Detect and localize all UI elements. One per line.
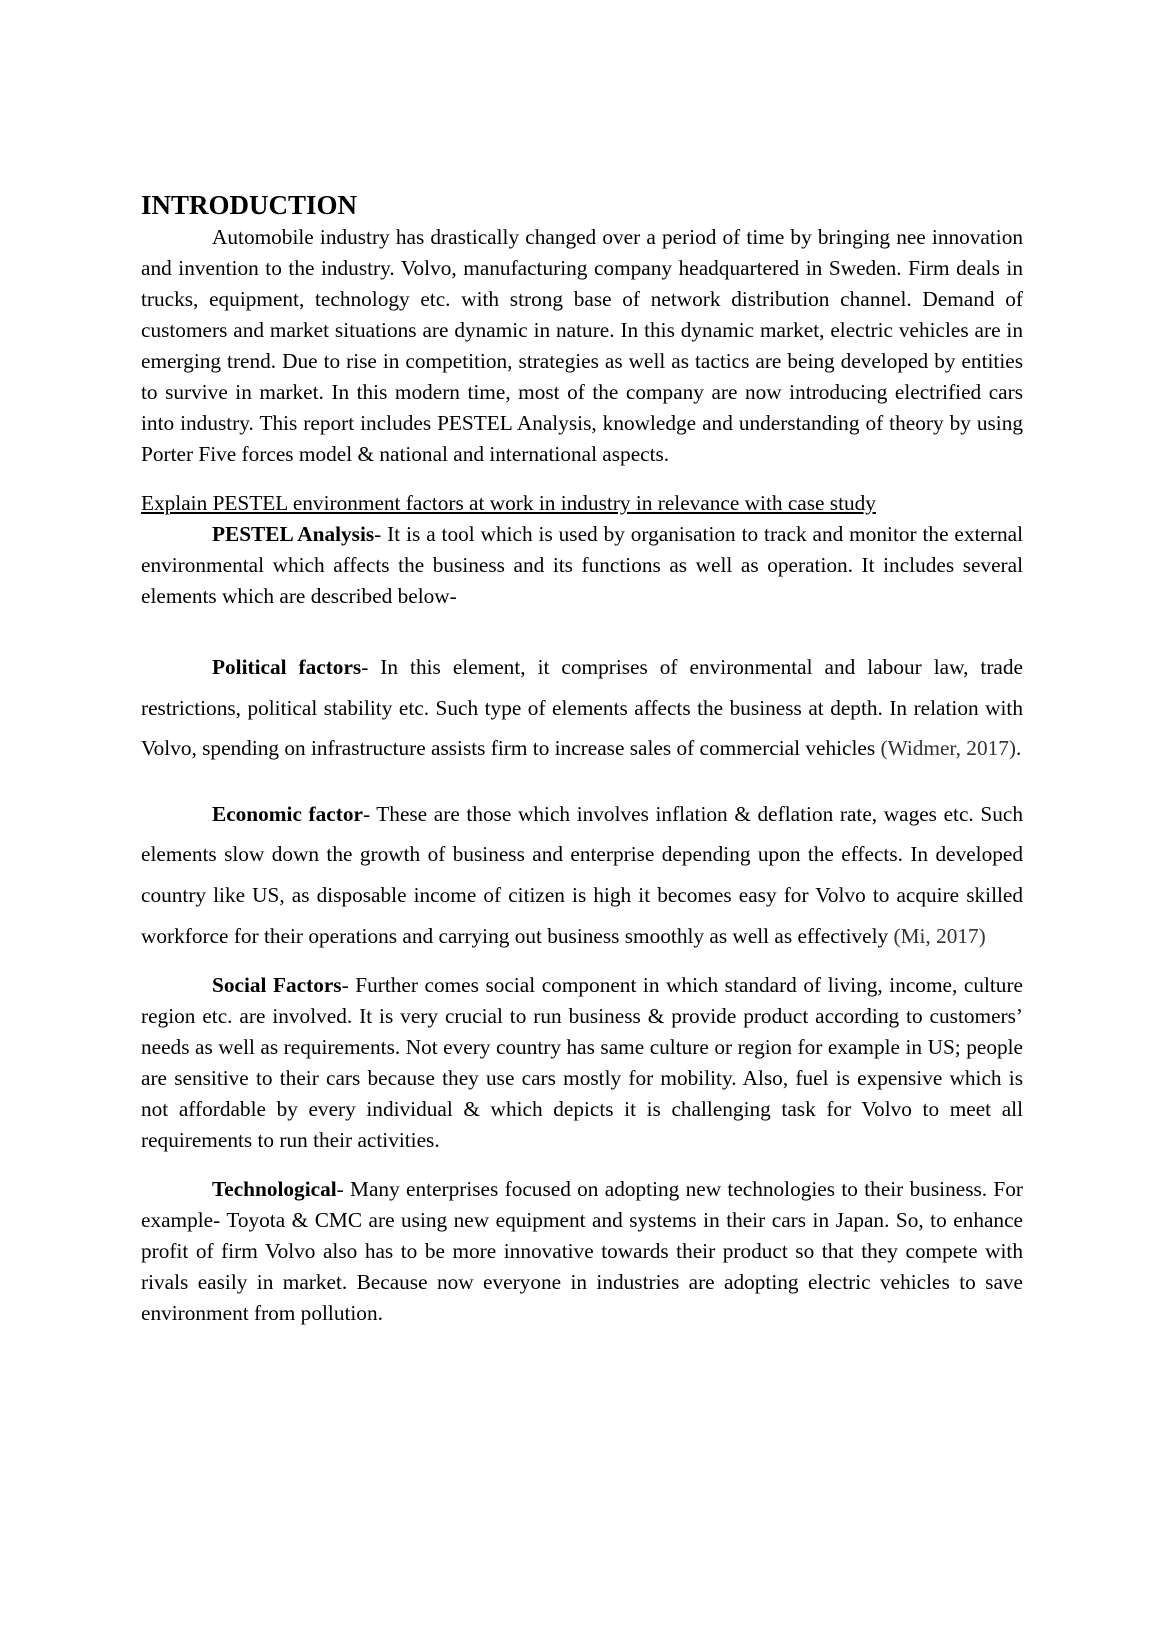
pestel-subheading: Explain PESTEL environment factors at work in industry in relevance with case study xyxy=(141,491,876,515)
pestel-paragraph xyxy=(141,519,1023,612)
pestel-text: - It is a tool which is used by organisation to track and monitor the external environmental which affects the business and its functions as well as operation. It includes several elements which are described below- xyxy=(141,522,1024,608)
document-page xyxy=(141,188,1023,1329)
political-term: Political factors xyxy=(212,655,362,679)
introduction-paragraph: Automobile industry has drastically changed over a period of time by bringing nee innovation and invention to the industry. Volvo, manufacturing company headquartered in Sweden. Firm deals in trucks, equipment, technology etc. with strong base of network distribution channel. Demand of customers and market situations are dynamic in nature. In this dynamic market, electric vehicles are in emerging trend. Due to rise in competition, strategies as well as tactics are being developed by entities to survive in market. In this modern time, most of the company are now introducing electrified cars into industry. This report includes PESTEL Analysis, knowledge and understanding of theory by using Porter Five forces model & national and international aspects. xyxy=(141,225,1023,466)
technological-paragraph xyxy=(141,1174,1023,1329)
economic-paragraph xyxy=(141,794,1023,956)
social-text: - Further comes social component in which standard of living, income, culture region etc. are involved. It is very crucial to run business & provide product according to customers’ needs as well as requirements. Not every country has same culture or region for example in US; people are sensitive to their cars because they use cars mostly for mobility. Also, fuel is expensive which is not affordable by every individual & which depicts it is challenging task for Volvo to meet all requirements to run their activities. xyxy=(141,973,1023,1153)
economic-citation: (Mi, 2017) xyxy=(893,923,986,948)
social-term: Social Factors xyxy=(212,973,342,998)
political-text: - In this element, it comprises of environmental and labour law, trade restrictions, political stability etc. Such type of elements affects the business at depth. In relation with Volvo, spending on infrastructure assists firm to increase sales of commercial vehicles xyxy=(141,655,1023,761)
technological-term: Technological xyxy=(212,1177,337,1202)
social-paragraph xyxy=(141,970,1023,1156)
economic-text: - These are those which involves inflation & deflation rate, wages etc. Such elements slow down the growth of business and enterprise depending upon the effects. In developed country like US, as disposable income of citizen is high it becomes easy for Volvo to acquire skilled workforce for their operations and carrying out business smoothly as well as effectively xyxy=(141,801,1023,948)
economic-term: Economic factor xyxy=(212,801,363,826)
political-citation: (Widmer, 2017) xyxy=(880,736,1016,761)
technological-text: - Many enterprises focused on adopting new technologies to their business. For example- Toyota & CMC are using new equipment and systems in their cars in Japan. So, to enhance profit of firm Volvo also has to be more innovative towards their product so that they compete with rivals easily in market. Because now everyone in industries are adopting electric vehicles to save environment from pollution. xyxy=(141,1177,1023,1326)
political-end: . xyxy=(1015,736,1022,761)
introduction-heading: INTRODUCTION xyxy=(141,190,358,220)
pestel-term: PESTEL Analysis xyxy=(212,522,375,546)
political-paragraph xyxy=(141,647,1023,769)
